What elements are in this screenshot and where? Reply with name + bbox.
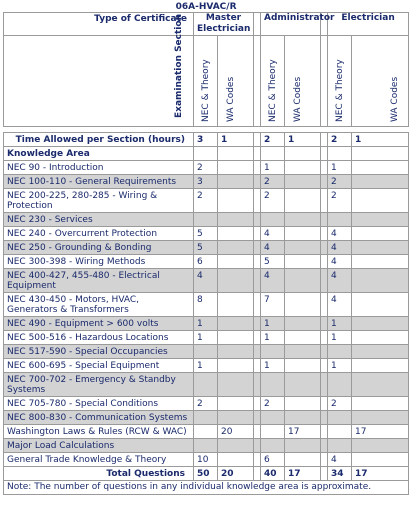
question-count-cell: 17 [285, 425, 321, 439]
question-count-cell: 1 [194, 317, 218, 331]
question-count-cell: 2 [328, 397, 352, 411]
knowledge-area-item: NEC 300-398 - Wiring Methods [4, 255, 194, 269]
question-count-cell [194, 439, 218, 453]
spacer-cell [254, 36, 261, 127]
question-count-cell [218, 175, 254, 189]
question-count-cell: 2 [261, 397, 285, 411]
certificate-header-row [4, 13, 409, 36]
question-count-cell [218, 359, 254, 373]
time-value: 3 [194, 133, 218, 147]
spacer-cell [254, 373, 261, 397]
spacer-cell [321, 359, 328, 373]
question-count-cell [285, 439, 321, 453]
knowledge-area-header-row [4, 147, 409, 161]
spacer-cell [254, 359, 261, 373]
spacer-cell [321, 161, 328, 175]
question-count-cell [352, 453, 409, 467]
master-theory-header [194, 36, 218, 127]
question-count-cell [352, 373, 409, 397]
spacer-cell [254, 467, 261, 481]
question-count-cell: 4 [328, 255, 352, 269]
question-count-cell [218, 227, 254, 241]
question-count-cell [285, 359, 321, 373]
question-count-cell [352, 397, 409, 411]
spacer-cell [321, 255, 328, 269]
spacer-cell [321, 411, 328, 425]
table-row [4, 189, 409, 213]
spacer-cell [321, 293, 328, 317]
question-count-cell [352, 411, 409, 425]
knowledge-area-item: NEC 700-702 - Emergency & Standby Systems [4, 373, 194, 397]
question-count-cell: 1 [328, 359, 352, 373]
question-count-cell: 1 [261, 317, 285, 331]
table-row [4, 317, 409, 331]
spacer-cell [254, 189, 261, 213]
spacer-cell [254, 331, 261, 345]
question-count-cell [285, 453, 321, 467]
table-row [4, 269, 409, 293]
spacer-cell [321, 453, 328, 467]
table-row [4, 213, 409, 227]
spacer-cell [321, 227, 328, 241]
question-count-cell [352, 227, 409, 241]
question-count-cell [218, 189, 254, 213]
knowledge-area-item: NEC 200-225, 280-285 - Wiring & Protection [4, 189, 194, 213]
question-count-cell [218, 255, 254, 269]
type-of-certificate-label: Type of Certificate [4, 13, 194, 36]
question-count-cell: 10 [194, 453, 218, 467]
question-count-cell [285, 189, 321, 213]
spacer-cell [321, 241, 328, 255]
question-count-cell [352, 175, 409, 189]
question-count-cell [218, 345, 254, 359]
question-count-cell [352, 439, 409, 453]
question-count-cell: 4 [328, 241, 352, 255]
question-count-cell [352, 359, 409, 373]
spacer-cell [321, 373, 328, 397]
spacer-cell [254, 161, 261, 175]
admin-wa-label: WA Codes [293, 76, 303, 122]
question-count-cell: 17 [352, 425, 409, 439]
knowledge-area-item: General Trade Knowledge & Theory [4, 453, 194, 467]
question-count-cell [194, 411, 218, 425]
total-value: 40 [261, 467, 285, 481]
page-title: 06A-HVAC/R [4, 2, 409, 13]
time-allowed-label: Time Allowed per Section (hours) [4, 133, 194, 147]
question-count-cell: 4 [194, 269, 218, 293]
time-value: 1 [218, 133, 254, 147]
spacer-cell [321, 345, 328, 359]
table-row [4, 161, 409, 175]
spacer-cell [321, 331, 328, 345]
knowledge-area-item: Major Load Calculations [4, 439, 194, 453]
elec-wa-header [352, 36, 409, 127]
question-count-cell [261, 425, 285, 439]
spacer-cell [254, 13, 261, 36]
question-count-cell: 2 [194, 189, 218, 213]
spacer-cell [254, 345, 261, 359]
admin-wa-header [285, 36, 321, 127]
master-wa-header [218, 36, 254, 127]
question-count-cell: 6 [194, 255, 218, 269]
question-count-cell [352, 293, 409, 317]
admin-theory-header [261, 36, 285, 127]
question-count-cell [352, 331, 409, 345]
table-row [4, 373, 409, 397]
question-count-cell [285, 331, 321, 345]
spacer-cell [254, 213, 261, 227]
spacer-cell [321, 133, 328, 147]
question-count-cell: 5 [261, 255, 285, 269]
spacer-cell [321, 213, 328, 227]
elec-theory-label: NEC & Theory [335, 59, 345, 122]
total-row [4, 467, 409, 481]
question-count-cell [218, 317, 254, 331]
master-wa-label: WA Codes [226, 76, 236, 122]
spacer-cell [254, 255, 261, 269]
question-count-cell [328, 373, 352, 397]
question-count-cell [285, 269, 321, 293]
question-count-cell [218, 161, 254, 175]
question-count-cell: 3 [194, 175, 218, 189]
spacer-cell [254, 439, 261, 453]
knowledge-area-item: NEC 500-516 - Hazardous Locations [4, 331, 194, 345]
question-count-cell [285, 241, 321, 255]
spacer-cell [321, 467, 328, 481]
question-count-cell: 1 [194, 359, 218, 373]
question-count-cell [285, 293, 321, 317]
knowledge-area-item: Washington Laws & Rules (RCW & WAC) [4, 425, 194, 439]
question-count-cell [218, 269, 254, 293]
question-count-cell [352, 269, 409, 293]
total-value: 50 [194, 467, 218, 481]
question-count-cell [285, 411, 321, 425]
question-count-cell [285, 373, 321, 397]
spacer-cell [254, 411, 261, 425]
question-count-cell: 4 [328, 227, 352, 241]
table-row [4, 255, 409, 269]
time-value: 2 [328, 133, 352, 147]
question-count-cell: 2 [194, 397, 218, 411]
master-electrician-header: Master Electrician [194, 13, 254, 36]
question-count-cell: 5 [194, 241, 218, 255]
question-count-cell [352, 241, 409, 255]
question-count-cell: 20 [218, 425, 254, 439]
question-count-cell: 1 [194, 331, 218, 345]
table-row [4, 425, 409, 439]
table-row [4, 453, 409, 467]
knowledge-area-item: NEC 400-427, 455-480 - Electrical Equipment [4, 269, 194, 293]
subheader-row [4, 36, 409, 127]
question-count-cell [352, 317, 409, 331]
question-count-cell [218, 331, 254, 345]
spacer-cell [321, 189, 328, 213]
note-row [4, 481, 409, 495]
elec-theory-header [328, 36, 352, 127]
question-count-cell: 4 [328, 453, 352, 467]
question-count-cell [352, 345, 409, 359]
spacer-cell [321, 439, 328, 453]
question-count-cell: 1 [261, 331, 285, 345]
question-count-cell: 4 [328, 269, 352, 293]
spacer-cell [254, 453, 261, 467]
knowledge-area-item: NEC 100-110 - General Requirements [4, 175, 194, 189]
question-count-cell: 1 [328, 161, 352, 175]
question-count-cell: 7 [261, 293, 285, 317]
spacer-cell [254, 175, 261, 189]
question-count-cell [218, 411, 254, 425]
time-value: 1 [352, 133, 409, 147]
question-count-cell: 4 [261, 241, 285, 255]
question-count-cell: 1 [261, 359, 285, 373]
knowledge-area-item: NEC 90 - Introduction [4, 161, 194, 175]
question-count-cell: 4 [261, 227, 285, 241]
spacer-cell [254, 397, 261, 411]
knowledge-area-item: NEC 240 - Overcurrent Protection [4, 227, 194, 241]
question-count-cell [352, 255, 409, 269]
time-value: 2 [261, 133, 285, 147]
question-count-cell [285, 161, 321, 175]
table-row [4, 345, 409, 359]
question-count-cell: 2 [261, 189, 285, 213]
total-questions-label: Total Questions [4, 467, 194, 481]
knowledge-area-item: NEC 517-590 - Special Occupancies [4, 345, 194, 359]
question-count-cell: 2 [194, 161, 218, 175]
knowledge-area-item: NEC 705-780 - Special Conditions [4, 397, 194, 411]
spacer-cell [254, 269, 261, 293]
knowledge-area-item: NEC 800-830 - Communication Systems [4, 411, 194, 425]
question-count-cell: 4 [328, 293, 352, 317]
question-count-cell: 8 [194, 293, 218, 317]
spacer-cell [321, 397, 328, 411]
question-count-cell [285, 317, 321, 331]
question-count-cell [328, 425, 352, 439]
question-count-cell: 2 [261, 175, 285, 189]
question-count-cell [218, 453, 254, 467]
question-count-cell [194, 373, 218, 397]
spacer-cell [321, 175, 328, 189]
spacer-cell [321, 36, 328, 127]
question-count-cell [261, 411, 285, 425]
table-row [4, 241, 409, 255]
question-count-cell [328, 345, 352, 359]
table-row [4, 293, 409, 317]
question-count-cell [285, 213, 321, 227]
question-count-cell [285, 345, 321, 359]
question-count-cell [328, 439, 352, 453]
question-count-cell: 1 [328, 331, 352, 345]
spacer-cell [321, 425, 328, 439]
total-value: 34 [328, 467, 352, 481]
knowledge-area-item: NEC 430-450 - Motors, HVAC, Generators & Transformers [4, 293, 194, 317]
question-count-cell [194, 213, 218, 227]
footnote: Note: The number of questions in any individual knowledge area is approximate. [4, 481, 409, 495]
spacer-cell [254, 241, 261, 255]
question-count-cell [285, 397, 321, 411]
spacer-cell [254, 317, 261, 331]
question-count-cell [261, 439, 285, 453]
question-count-cell [218, 241, 254, 255]
question-count-cell [352, 161, 409, 175]
table-row [4, 359, 409, 373]
table-row [4, 175, 409, 189]
question-count-cell [352, 213, 409, 227]
question-count-cell [261, 373, 285, 397]
table-row [4, 439, 409, 453]
question-count-cell: 1 [261, 161, 285, 175]
knowledge-area-item: NEC 230 - Services [4, 213, 194, 227]
table-row [4, 227, 409, 241]
title-row [4, 2, 409, 13]
question-count-cell [261, 345, 285, 359]
question-count-cell: 2 [328, 175, 352, 189]
question-count-cell [218, 213, 254, 227]
question-count-cell [261, 213, 285, 227]
table-row [4, 397, 409, 411]
question-count-cell [285, 255, 321, 269]
question-count-cell [285, 175, 321, 189]
question-count-cell [328, 411, 352, 425]
total-value: 20 [218, 467, 254, 481]
spacer-cell [254, 133, 261, 147]
spacer-cell [254, 425, 261, 439]
question-count-cell [218, 439, 254, 453]
question-count-cell [285, 227, 321, 241]
time-value: 1 [285, 133, 321, 147]
knowledge-area-item: NEC 600-695 - Special Equipment [4, 359, 194, 373]
elec-wa-label: WA Codes [390, 76, 400, 122]
exam-section-label: Examination Section [174, 14, 184, 118]
certificate-table-container [3, 2, 408, 495]
spacer-cell [321, 269, 328, 293]
question-count-cell: 1 [328, 317, 352, 331]
knowledge-area-item: NEC 490 - Equipment > 600 volts [4, 317, 194, 331]
question-count-cell [194, 345, 218, 359]
total-value: 17 [352, 467, 409, 481]
question-count-cell [194, 425, 218, 439]
knowledge-area-item: NEC 250 - Grounding & Bonding [4, 241, 194, 255]
question-count-cell [352, 189, 409, 213]
spacer-cell [321, 317, 328, 331]
question-count-cell: 6 [261, 453, 285, 467]
spacer-cell [254, 293, 261, 317]
table-row [4, 411, 409, 425]
electrician-header: Electrician [328, 13, 409, 36]
spacer-cell [254, 227, 261, 241]
question-count-cell: 5 [194, 227, 218, 241]
knowledge-area-label: Knowledge Area [4, 147, 194, 161]
certificate-table [3, 2, 409, 495]
question-count-cell: 2 [328, 189, 352, 213]
administrator-header: Administrator [261, 13, 321, 36]
time-allowed-row [4, 133, 409, 147]
question-count-cell [218, 397, 254, 411]
question-count-cell [218, 373, 254, 397]
table-row [4, 331, 409, 345]
total-value: 17 [285, 467, 321, 481]
question-count-cell [328, 213, 352, 227]
admin-theory-label: NEC & Theory [268, 59, 278, 122]
question-count-cell [218, 293, 254, 317]
master-theory-label: NEC & Theory [201, 59, 211, 122]
question-count-cell: 4 [261, 269, 285, 293]
